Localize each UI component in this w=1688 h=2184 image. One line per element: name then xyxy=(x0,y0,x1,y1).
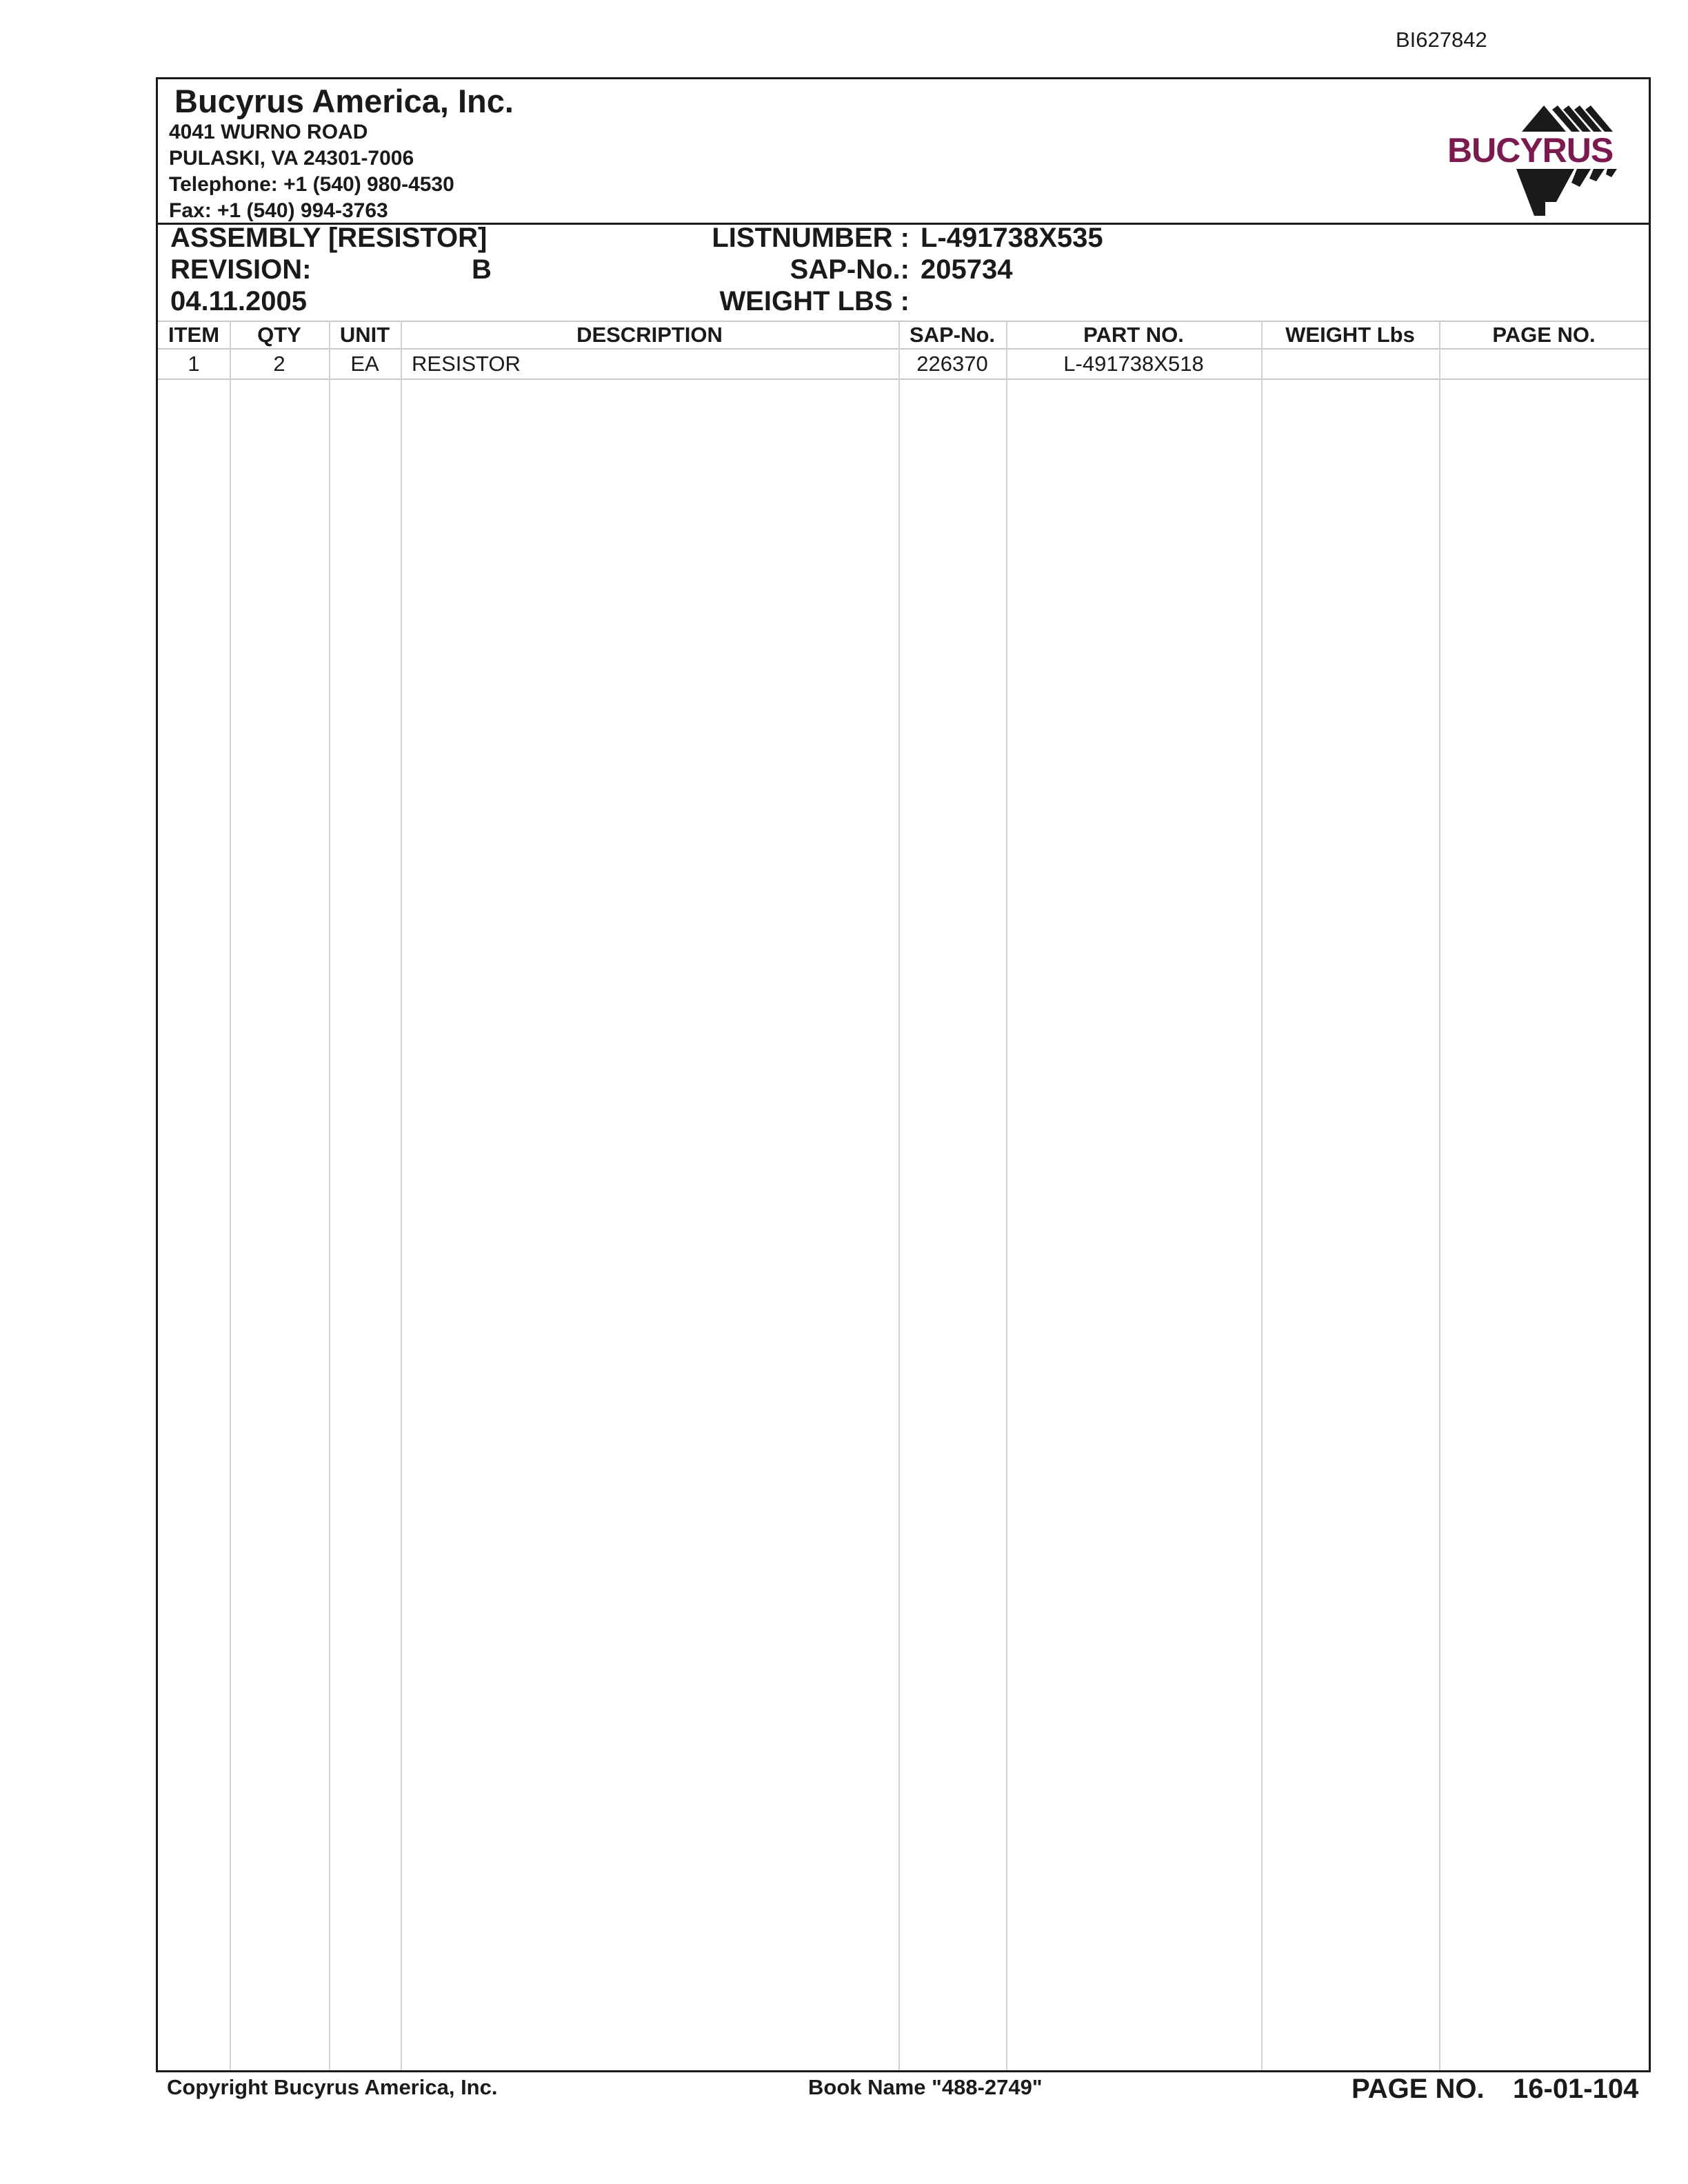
cell-sap-no: 226370 xyxy=(916,352,988,376)
header-item: ITEM xyxy=(168,323,220,347)
company-address-street: 4041 WURNO ROAD xyxy=(169,121,368,143)
company-name: Bucyrus America, Inc. xyxy=(174,83,514,119)
cell-description: RESISTOR xyxy=(412,352,521,376)
sap-number-value: 205734 xyxy=(921,254,1013,285)
cell-weight xyxy=(1261,350,1439,378)
copyright-notice: Copyright Bucyrus America, Inc. xyxy=(167,2075,498,2099)
book-name: Book Name "488-2749" xyxy=(808,2075,1043,2099)
cell-page-no xyxy=(1439,350,1649,378)
cell-unit: EA xyxy=(350,352,379,376)
parts-table xyxy=(158,321,1649,2070)
company-address-city: PULASKI, VA 24301-7006 xyxy=(169,147,414,170)
listnumber-value: L-491738X535 xyxy=(921,223,1103,253)
assembly-date: 04.11.2005 xyxy=(170,286,307,316)
page-number-value: 16-01-104 xyxy=(1513,2074,1639,2104)
column-divider xyxy=(898,321,900,2070)
bucyrus-logo xyxy=(1442,92,1649,230)
header-qty: QTY xyxy=(257,323,301,347)
revision-label: REVISION: xyxy=(170,254,312,285)
column-divider xyxy=(1439,321,1440,2070)
header-weight: WEIGHT Lbs xyxy=(1285,323,1415,347)
cell-item: 1 xyxy=(188,352,200,376)
header-unit: UNIT xyxy=(339,323,390,347)
company-fax: Fax: +1 (540) 994-3763 xyxy=(169,199,388,222)
column-divider xyxy=(1006,321,1007,2070)
header-sap-no: SAP-No. xyxy=(910,323,995,347)
listnumber-label: LISTNUMBER : xyxy=(712,223,910,253)
table-header-rule xyxy=(158,348,1649,350)
header-part-no: PART NO. xyxy=(1083,323,1184,347)
column-divider xyxy=(401,321,402,2070)
cell-qty: 2 xyxy=(273,352,285,376)
logo-wordmark: BUCYRUS xyxy=(1447,131,1614,170)
column-divider xyxy=(230,321,231,2070)
cell-part-no: L-491738X518 xyxy=(1063,352,1204,376)
parts-list-frame xyxy=(156,77,1651,2072)
header-page-no: PAGE NO. xyxy=(1492,323,1596,347)
page-number-label: PAGE NO. xyxy=(1352,2074,1485,2104)
document-id: BI627842 xyxy=(1396,28,1487,52)
weight-label: WEIGHT LBS : xyxy=(719,286,910,316)
column-divider xyxy=(329,321,330,2070)
assembly-title: ASSEMBLY [RESISTOR] xyxy=(170,223,488,253)
sap-number-label: SAP-No.: xyxy=(790,254,910,285)
column-divider xyxy=(1261,321,1263,2070)
revision-value: B xyxy=(472,254,492,285)
table-row-rule xyxy=(158,378,1649,380)
header-description: DESCRIPTION xyxy=(576,323,723,347)
company-telephone: Telephone: +1 (540) 980-4530 xyxy=(169,173,454,196)
